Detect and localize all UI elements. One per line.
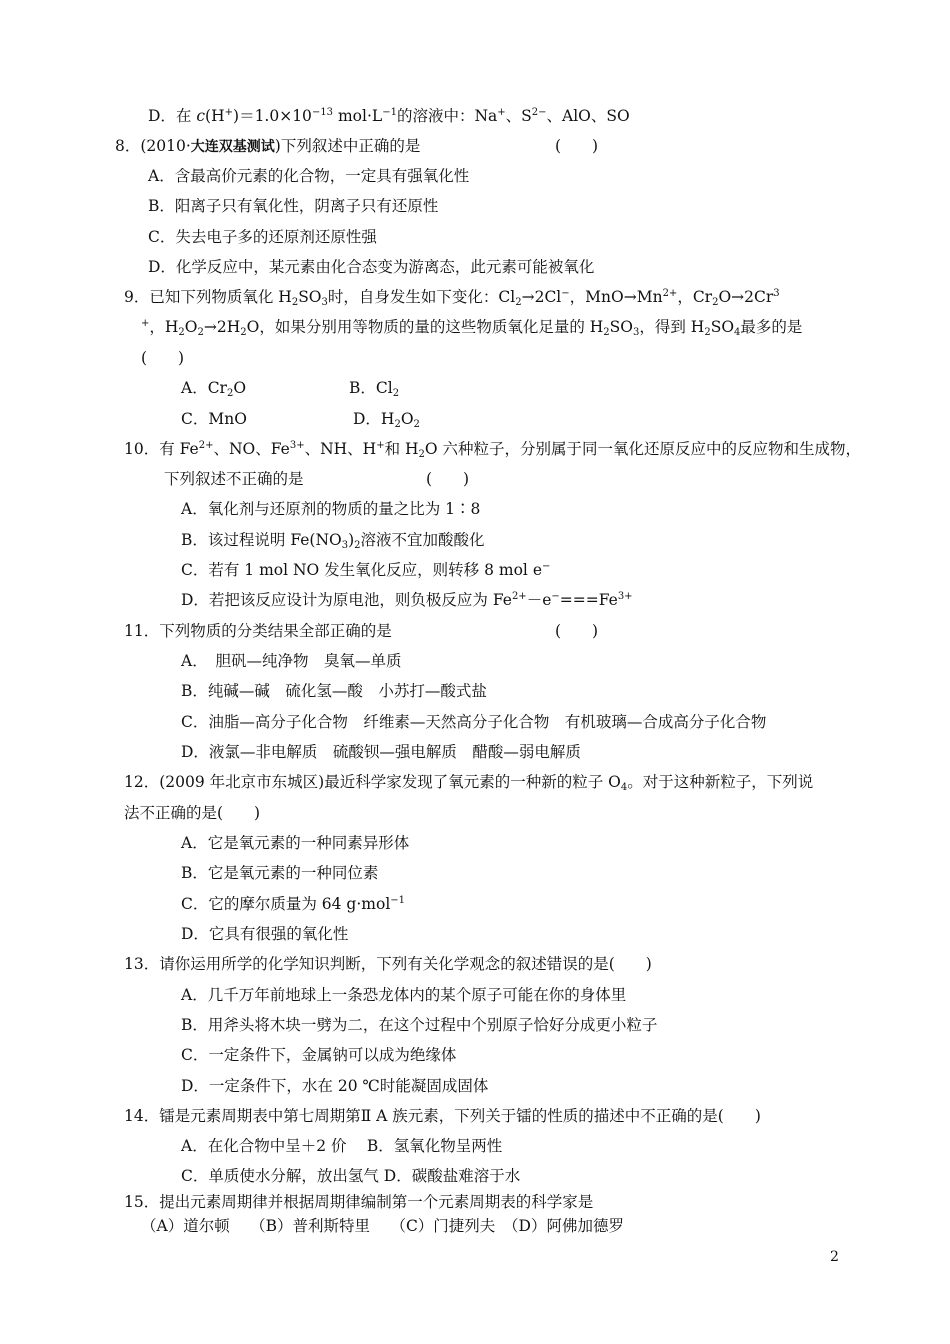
q14-stem: 14．镭是元素周期表中第七周期第Ⅱ A 族元素，下列关于镭的性质的描述中不正确的是( ) xyxy=(124,1107,761,1125)
q15-stem: 15．提出元素周期律并根据周期律编制第一个元素周期表的科学家是 xyxy=(124,1193,594,1211)
q10-option-d: D．若把该反应设计为原电池，则负极反应为 $Fe^{2+}-e^-===Fe^{3+}$ xyxy=(181,591,633,609)
q11-option-a: A． 胆矾—纯净物 臭氧—单质 xyxy=(181,652,402,670)
q9-stem-line1: 9．已知下列物质氧化 $H_2SO_3$时，自身发生如下变化：$Cl_2\to 2Cl^-$，$MnO\to Mn^{2+}$，$Cr_2O\to 2Cr^3$ xyxy=(124,288,780,308)
q11-answer-paren: ( ) xyxy=(555,622,599,640)
q8-option-c: C．失去电子多的还原剂还原性强 xyxy=(148,228,377,246)
q12-option-b: B．它是氧元素的一种同位素 xyxy=(181,864,379,882)
q7-option-d: D．在 $c(H^+)=1.0\times 10^{-13}$ $mol\cdot L^{-1}$的溶液中：Na+、$S^{2-}$、AlO、SO xyxy=(148,107,630,125)
q11-option-b: B．纯碱—碱 硫化氢—酸 小苏打—酸式盐 xyxy=(181,682,487,700)
q8-answer-paren: ( ) xyxy=(555,137,599,155)
q9-stem-line2: +，$H_2O_2\to 2H_2O$，如果分别用等物质的量的这些物质氧化足量的 $H_2SO_3$，得到 $H_2SO_4$最多的是 xyxy=(141,318,803,338)
q13-option-d: D．一定条件下，水在 20 ℃时能凝固成固体 xyxy=(181,1077,489,1095)
q14-options-row1: A．在化合物中呈＋2 价 B．氢氧化物呈两性 xyxy=(181,1137,503,1155)
q8-option-d: D．化学反应中，某元素由化合态变为游离态，此元素可能被氧化 xyxy=(148,258,595,276)
page-number: 2 xyxy=(830,1249,839,1265)
q12-stem-line2: 法不正确的是( ) xyxy=(124,804,261,822)
q9-option-c: C．MnO xyxy=(181,410,247,428)
q13-option-b: B．用斧头将木块一劈为二，在这个过程中个别原子恰好分成更小粒子 xyxy=(181,1016,658,1034)
q11-stem: 11．下列物质的分类结果全部正确的是 xyxy=(124,622,392,640)
q14-options-row2: C．单质使水分解，放出氢气 D．碳酸盐难溶于水 xyxy=(181,1167,521,1185)
q9-option-b: B．$Cl_2$ xyxy=(349,379,400,399)
q10-stem-line2: 下列叙述不正确的是 xyxy=(164,470,304,488)
q13-stem: 13．请你运用所学的化学知识判断，下列有关化学观念的叙述错误的是( ) xyxy=(124,955,652,973)
q9-option-d: D．$H_2O_2$ xyxy=(353,410,420,430)
q10-stem-line1: 10．有 $Fe^{2+}$、NO、$Fe^{3+}$、NH、H+和 $H_2O$ 六种粒子，分别属于同一氧化还原反应中的反应物和生成物， xyxy=(124,440,862,460)
q10-option-b: B．该过程说明 $Fe(NO_3)_2$溶液不宜加酸酸化 xyxy=(181,531,485,551)
q13-option-a: A．几千万年前地球上一条恐龙体内的某个原子可能在你的身体里 xyxy=(181,986,627,1004)
q8-stem: 8．(2010·大连双基测试)下列叙述中正确的是 xyxy=(115,137,421,155)
q15-options: （A）道尔顿 （B）普利斯特里 （C）门捷列夫 （D）阿佛加德罗 xyxy=(141,1217,624,1235)
q12-option-a: A．它是氧元素的一种同素异形体 xyxy=(181,834,410,852)
q11-option-c: C．油脂—高分子化合物 纤维素—天然高分子化合物 有机玻璃—合成高分子化合物 xyxy=(181,713,767,731)
q13-option-c: C．一定条件下，金属钠可以成为绝缘体 xyxy=(181,1046,457,1064)
q12-option-d: D．它具有很强的氧化性 xyxy=(181,925,349,943)
q11-option-d: D．液氯—非电解质 硫酸钡—强电解质 醋酸—弱电解质 xyxy=(181,743,581,761)
q12-option-c: C．它的摩尔质量为 64 g·mol$^{-1}$ xyxy=(181,895,406,913)
q12-stem-line1: 12．(2009 年北京市东城区)最近科学家发现了氧元素的一种新的粒子 $O_4$。对于这种新粒子，下列说 xyxy=(124,773,814,793)
q10-answer-paren: ( ) xyxy=(426,470,470,488)
q8-option-b: B．阳离子只有氧化性，阴离子只有还原性 xyxy=(148,197,439,215)
q10-option-a: A．氧化剂与还原剂的物质的量之比为 1∶8 xyxy=(181,500,481,518)
q9-option-a: A．$Cr_2O$ xyxy=(181,379,247,399)
q8-option-a: A．含最高价元素的化合物，一定具有强氧化性 xyxy=(148,167,470,185)
q9-answer-paren: ( ) xyxy=(141,349,185,367)
q10-option-c: C．若有 1 mol NO 发生氧化反应，则转移 8 mol e− xyxy=(181,561,551,579)
